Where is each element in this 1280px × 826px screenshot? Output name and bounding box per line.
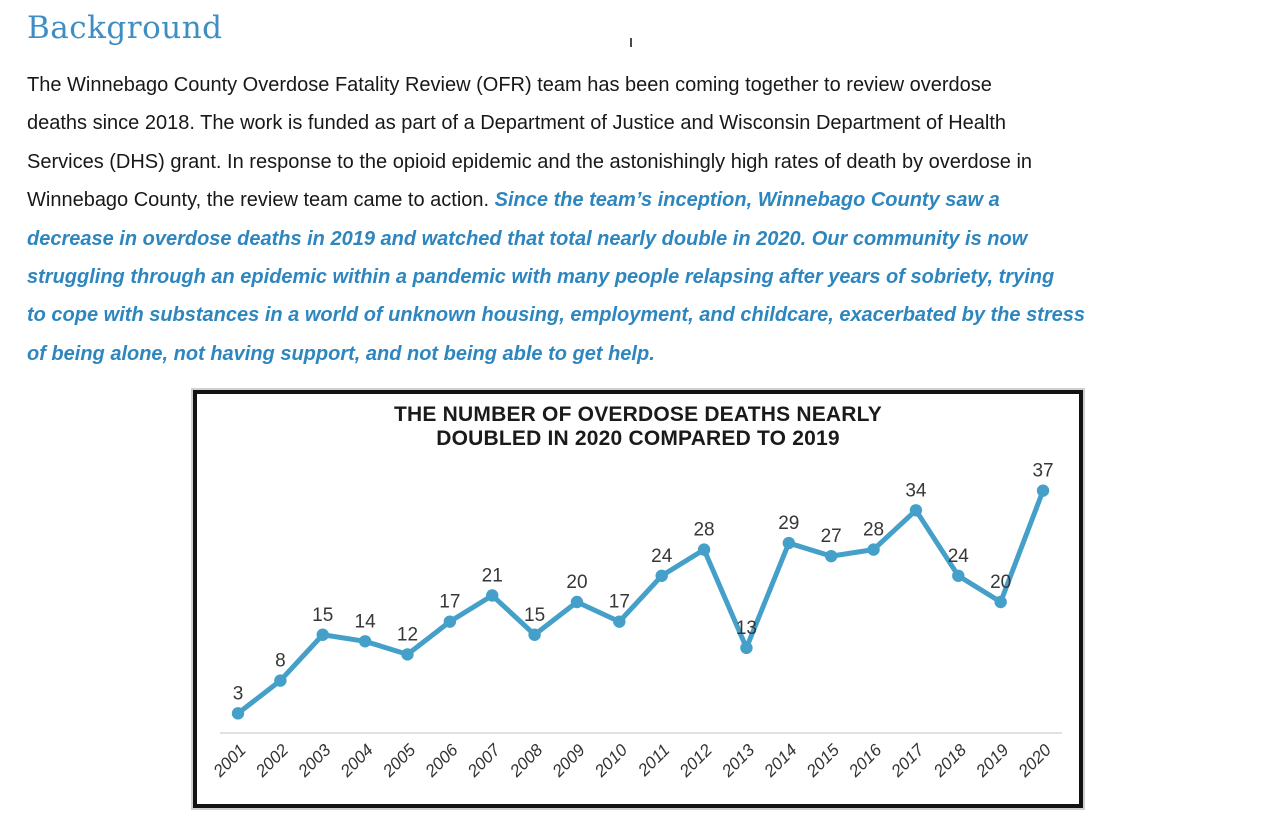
data-point-marker bbox=[698, 543, 710, 555]
x-axis-tick-label: 2002 bbox=[252, 740, 293, 781]
data-point-label: 34 bbox=[905, 480, 927, 502]
x-axis-tick-label: 2001 bbox=[209, 740, 250, 781]
data-point-label: 21 bbox=[481, 565, 503, 587]
paragraph-line bbox=[27, 258, 1267, 296]
data-point-label: 37 bbox=[1032, 460, 1054, 482]
x-axis-tick-label: 2020 bbox=[1014, 740, 1055, 781]
paragraph-emphasis-text: of being alone, not having support, and not being able to get help. bbox=[27, 342, 655, 365]
data-point-marker bbox=[232, 707, 244, 719]
body-paragraph bbox=[27, 66, 1267, 373]
data-point-label: 13 bbox=[735, 617, 758, 639]
data-point-marker bbox=[486, 589, 498, 601]
x-axis-tick-label: 2010 bbox=[590, 740, 632, 781]
data-point-label: 20 bbox=[566, 572, 588, 593]
x-axis-tick-label: 2007 bbox=[463, 740, 505, 781]
data-point-marker bbox=[528, 629, 540, 641]
series-line bbox=[238, 491, 1043, 714]
stray-mark bbox=[630, 38, 632, 47]
data-point-label: 24 bbox=[651, 545, 673, 567]
x-axis-tick-label: 2005 bbox=[379, 740, 420, 781]
data-point-label: 15 bbox=[524, 604, 546, 626]
data-point-marker bbox=[867, 543, 879, 555]
data-point-marker bbox=[317, 629, 329, 641]
data-point-marker bbox=[740, 642, 752, 654]
data-point-label: 8 bbox=[275, 650, 286, 672]
paragraph-line bbox=[27, 66, 1267, 104]
paragraph-line bbox=[27, 143, 1267, 181]
chart-figure bbox=[193, 390, 1083, 808]
x-axis-tick-label: 2014 bbox=[760, 740, 801, 781]
data-point-marker bbox=[994, 596, 1006, 608]
data-point-label: 24 bbox=[947, 545, 969, 567]
data-point-label: 12 bbox=[396, 624, 419, 646]
paragraph-text: Winnebago County, the review team came to action. bbox=[27, 189, 495, 212]
chart-svg bbox=[197, 394, 1079, 804]
data-point-label: 28 bbox=[693, 519, 715, 541]
paragraph-emphasis-text: decrease in overdose deaths in 2019 and watched that total nearly double in 2020. Our community is now bbox=[27, 227, 1028, 250]
data-point-label: 17 bbox=[439, 591, 461, 613]
paragraph-text: deaths since 2018. The work is funded as part of a Department of Justice and Wisconsin Department of Health bbox=[27, 112, 1007, 135]
paragraph-text: Services (DHS) grant. In response to the opioid epidemic and the astonishingly high rates of death by overdose in bbox=[27, 150, 1033, 173]
data-point-marker bbox=[401, 648, 413, 660]
data-point-label: 14 bbox=[354, 611, 376, 633]
paragraph-emphasis-text: Since the team’s inception, Winnebago County saw a bbox=[494, 189, 1000, 212]
x-axis-tick-label: 2009 bbox=[548, 740, 589, 781]
x-axis-tick-label: 2016 bbox=[845, 740, 886, 781]
data-point-label: 27 bbox=[820, 526, 842, 548]
data-point-marker bbox=[359, 635, 371, 647]
paragraph-text: The Winnebago County Overdose Fatality Review (OFR) team has been coming together to review overdose bbox=[27, 74, 992, 96]
data-point-marker bbox=[274, 674, 286, 686]
paragraph-line bbox=[27, 181, 1267, 219]
data-point-marker bbox=[783, 537, 795, 549]
data-point-marker bbox=[1037, 484, 1049, 496]
x-axis-tick-label: 2019 bbox=[972, 740, 1013, 781]
x-axis-tick-label: 2015 bbox=[802, 740, 844, 781]
x-axis-tick-label: 2012 bbox=[675, 740, 716, 781]
paragraph-emphasis-text: to cope with substances in a world of unknown housing, employment, and childcare, exacerbated by the stress bbox=[27, 304, 1085, 327]
x-axis-tick-label: 2017 bbox=[887, 740, 928, 781]
data-point-marker bbox=[613, 615, 625, 627]
data-point-label: 17 bbox=[608, 591, 630, 613]
chart-title-line-2: DOUBLED IN 2020 COMPARED TO 2019 bbox=[436, 427, 840, 450]
data-point-label: 3 bbox=[232, 683, 244, 705]
chart-title-line-1: THE NUMBER OF OVERDOSE DEATHS NEARLY bbox=[394, 403, 882, 426]
x-axis-tick-label: 2018 bbox=[929, 740, 971, 781]
data-point-marker bbox=[910, 504, 922, 516]
x-axis-tick-label: 2003 bbox=[294, 740, 335, 781]
paragraph-line bbox=[27, 296, 1267, 334]
paragraph-line bbox=[27, 335, 1267, 373]
data-point-marker bbox=[571, 596, 583, 608]
data-point-label: 29 bbox=[778, 513, 800, 535]
x-axis-tick-label: 2004 bbox=[336, 740, 377, 781]
paragraph-line bbox=[27, 104, 1267, 142]
x-axis-tick-label: 2011 bbox=[634, 740, 674, 780]
paragraph-emphasis-text: struggling through an epidemic within a pandemic with many people relapsing after years of sobriety, trying bbox=[27, 266, 1055, 289]
paragraph-line bbox=[27, 220, 1267, 258]
data-point-marker bbox=[825, 550, 837, 562]
data-point-marker bbox=[656, 570, 668, 582]
data-point-label: 28 bbox=[862, 519, 885, 541]
data-point-label: 15 bbox=[312, 604, 334, 626]
x-axis-tick-label: 2013 bbox=[718, 740, 759, 781]
x-axis-tick-label: 2008 bbox=[506, 740, 547, 781]
x-axis-tick-label: 2006 bbox=[421, 740, 462, 781]
data-point-label: 20 bbox=[990, 572, 1012, 593]
data-point-marker bbox=[444, 615, 456, 627]
data-point-marker bbox=[952, 570, 964, 582]
page-title: Background bbox=[27, 10, 223, 46]
